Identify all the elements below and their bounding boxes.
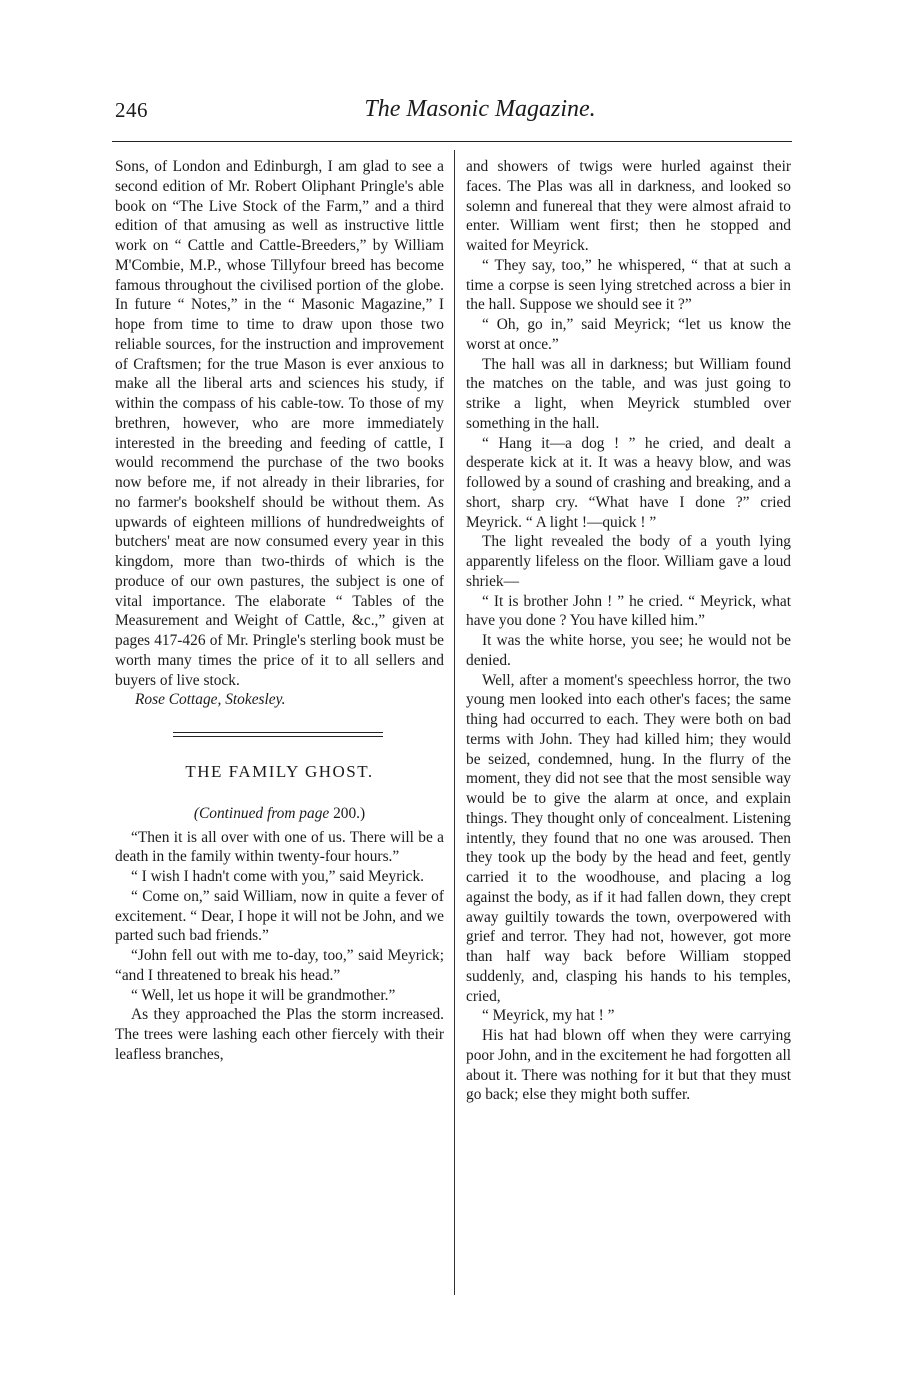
paragraph: The light revealed the body of a youth lying apparently lifeless on the floor. William gave a loud shriek— — [466, 533, 791, 590]
continued-note — [115, 804, 444, 824]
continued-page: 200.) — [333, 804, 366, 822]
paragraph: As they approached the Plas the storm increased. The trees were lashing each other fiercely with their leafless branches, — [115, 1006, 444, 1063]
header-rule — [112, 141, 792, 142]
signature: Rose Cottage, Stokesley. — [135, 691, 286, 709]
paragraph: and showers of twigs were hurled against their faces. The Plas was all in darkness, and looked so solemn and funereal that they were almost afraid to enter. William went first; then he stopped and waited for Meyrick. — [466, 158, 791, 254]
paragraph: “ Come on,” said William, now in quite a fever of excitement. “ Dear, I hope it will not be John, and we parted such bad friends.” — [115, 887, 444, 945]
paragraph: The hall was all in darkness; but William found the matches on the table, and was just going to strike a light, when Meyrick stumbled over something in the hall. — [466, 355, 791, 432]
paragraph: “ Hang it—a dog ! ” he cried, and dealt a desperate kick at it. It was a heavy blow, and was followed by a sound of crashing and breaking, and a short, sharp cry. “What have I done ?” cried Meyrick. “ A light !—quick ! ” — [466, 434, 791, 531]
paragraph: Sons, of London and Edinburgh, I am glad to see a second edition of Mr. Robert Oliphant Pringle's able book on “The Live Stock of the Farm,” and a third edition of that amusing as well as instructive little work on “ Cattle and Cattle-Breeders,” by William M'Combie, M.P., whose Tillyfour breed has become famous throughout the civilised portion of the globe. In future “ Notes,” in the “ Masonic Magazine,” I hope from time to time to draw upon those two reliable sources, for the instruction and improvement of Craftsmen; for the true Mason is ever anxious to make all the liberal arts and sciences his study, if within the compass of his cable-tow. To those of my brethren, however, who are more immediately interested in the breeding and feeding of cattle, I would recommend the purchase of the two books now before me, if not already in their libraries, for no farmer's bookshelf should be without them. As upwards of eighteen millions of hundredweights of butchers' meat are now consumed every year in this kingdom, more than two-thirds of which is the produce of our own pastures, the subject is one of vital importance. The elaborate “ Tables of the Measurement and Weight of Cattle, &c.,” given at pages 417-426 of Mr. Pringle's sterling book must be worth many times the price of it to all sellers and buyers of live stock. — [115, 158, 444, 689]
paragraph: His hat had blown off when they were carrying poor John, and in the excitement he had forgotten all about it. There was nothing for it but that they must go back; else they might both suffer. — [466, 1027, 791, 1104]
column-divider — [454, 150, 455, 1295]
paragraph: “ Meyrick, my hat ! ” — [482, 1007, 615, 1025]
paragraph: Well, after a moment's speechless horror, the two young men looked into each other's faces; the same thing had occurred to each. They were both on bad terms with John. They had killed him; they would be seized, condemned, hung. In the flurry of the moment, they did not see that the most sensible way would be to give the alarm at once, and explain things. They thought only of concealment. Listening intently, they found that no one was aroused. Then they took up the body by the head and feet, gently carried it to the woodhouse, and placing a log against the body, as if it had fallen down, they crept away guiltily towards the town, overpowered with grief and terror. They had not, however, got more than half way back before William stopped suddenly, and, clasping his hands to his temples, cried, — [466, 671, 791, 1005]
page-header — [115, 92, 795, 132]
paragraph: “ I wish I hadn't come with you,” said Meyrick. — [131, 868, 424, 885]
paragraph: “Then it is all over with one of us. There will be a death in the family within twenty-four hours.” — [115, 828, 444, 866]
paragraph: “ Oh, go in,” said Meyrick; “let us know the worst at once.” — [466, 316, 791, 353]
left-column — [115, 157, 444, 1065]
section-title: THE FAMILY GHOST. — [185, 762, 374, 781]
section-separator — [115, 720, 444, 750]
right-column — [466, 157, 791, 1105]
paragraph: “ It is brother John ! ” he cried. “ Meyrick, what have you done ? You have killed him.” — [466, 592, 791, 630]
paragraph: It was the white horse, you see; he would not be denied. — [466, 632, 791, 669]
paragraph: “John fell out with me to-day, too,” said Meyrick; “and I threatened to break his head.” — [115, 947, 444, 984]
page-number: 246 — [115, 98, 148, 122]
continued-prefix: (Continued from page — [193, 804, 334, 822]
paragraph: “ They say, too,” he whispered, “ that at such a time a corpse is seen lying stretched across a bier in the hall. Suppose we should see it ?” — [466, 256, 791, 314]
running-title: The Masonic Magazine. — [364, 96, 596, 122]
paragraph: “ Well, let us hope it will be grandmother.” — [131, 986, 396, 1004]
